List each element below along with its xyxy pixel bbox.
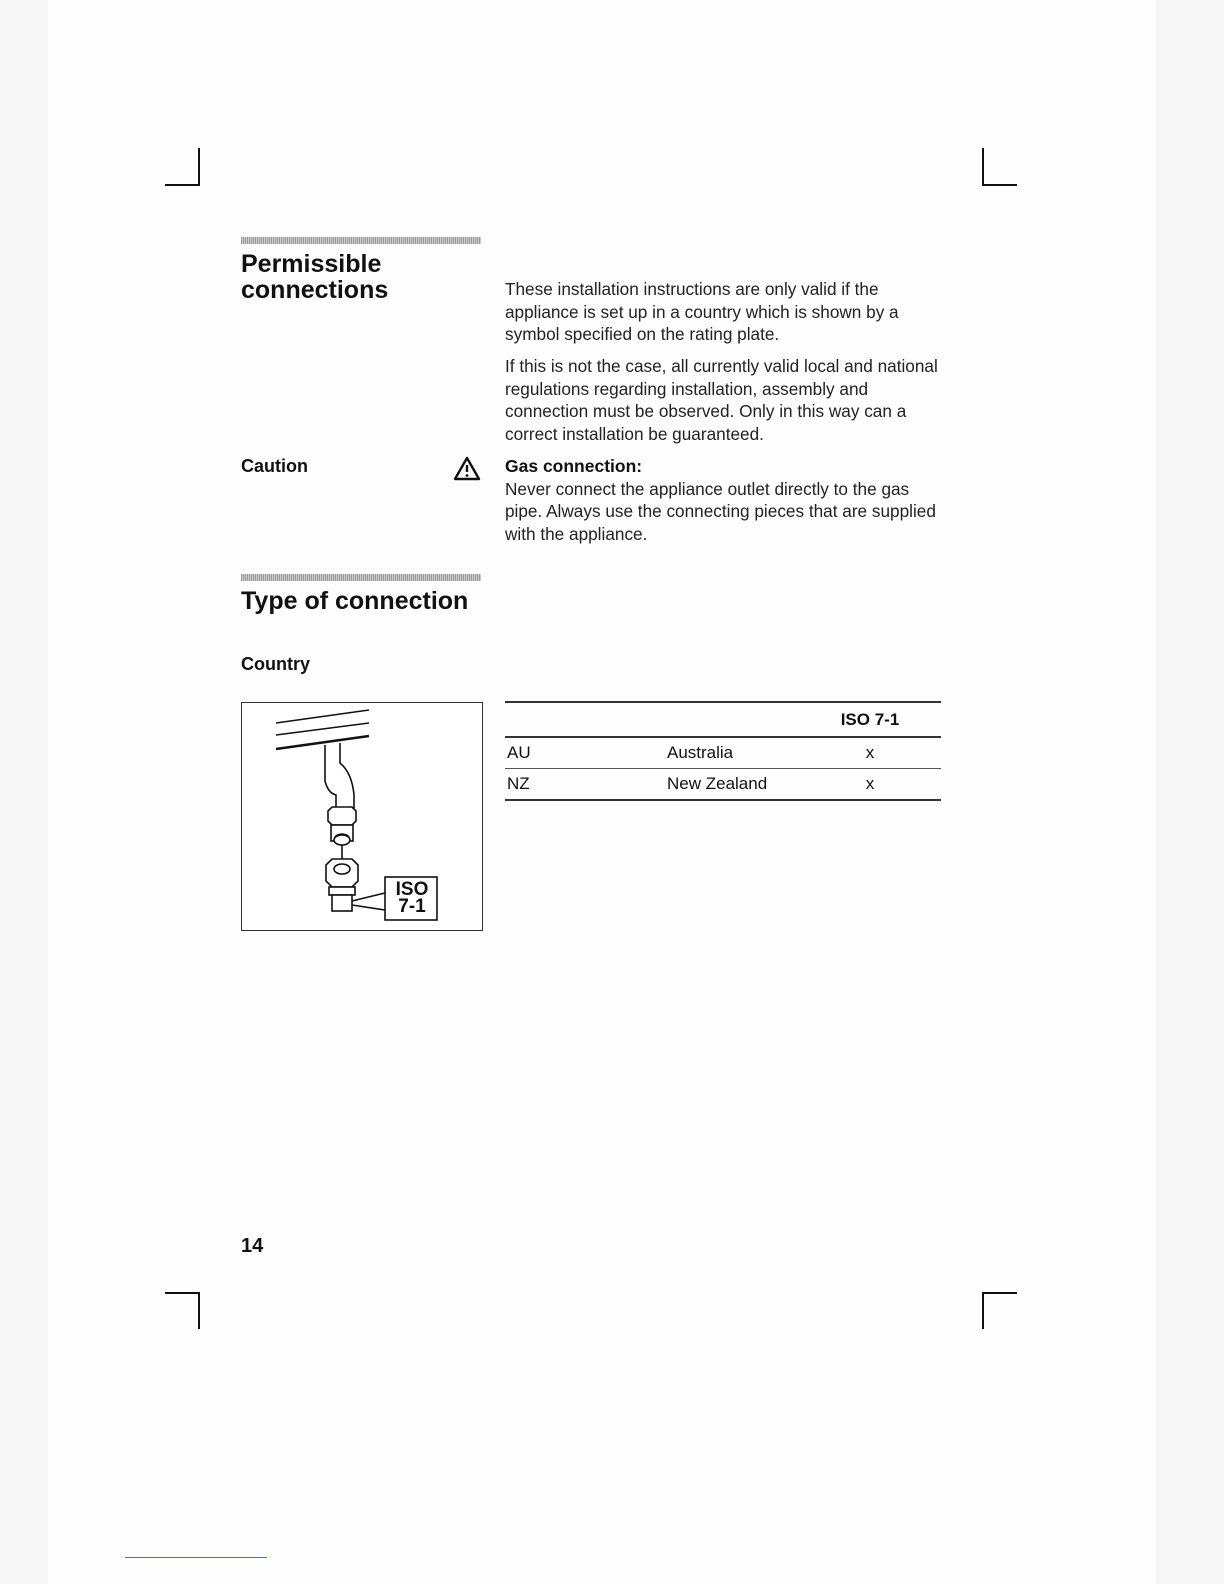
header-cell	[657, 701, 799, 738]
callout-line: ISO	[395, 879, 429, 900]
header-cell: ISO 7-1	[799, 701, 941, 738]
title-line: connections	[241, 276, 389, 304]
iso-mark: x	[799, 738, 941, 769]
crop-mark	[165, 1292, 200, 1329]
iso-callout	[385, 881, 439, 915]
caution-text: Never connect the appliance outlet directly to the gas pipe. Always use the connecting pieces that are supplied with the appliance.	[505, 478, 936, 544]
section-title: Type of connection	[241, 587, 469, 615]
section-rule	[241, 574, 481, 581]
divider	[125, 1557, 267, 1558]
connection-figure	[241, 702, 483, 931]
crop-mark	[165, 148, 200, 186]
page-number: 14	[241, 1235, 264, 1257]
crop-mark	[982, 148, 1017, 186]
country-code: NZ	[505, 769, 657, 801]
section-rule	[241, 237, 481, 244]
table-row	[505, 738, 941, 769]
intro-paragraph: These installation instructions are only valid if the appliance is set up in a country which is shown by a symbol specified on the rating plate.	[505, 279, 899, 344]
table-header	[505, 701, 941, 738]
warning-triangle-icon	[453, 456, 481, 481]
header-cell	[505, 701, 657, 738]
country-label: Country	[241, 654, 310, 674]
country-code: AU	[505, 738, 657, 769]
caution-block	[505, 455, 945, 545]
table-row	[505, 769, 941, 801]
country-name: Australia	[657, 738, 799, 769]
connection-table	[505, 701, 941, 801]
section-title	[241, 251, 388, 303]
caution-heading: Gas connection:	[505, 456, 643, 476]
caution-label: Caution	[241, 456, 308, 476]
title-line: Permissible	[241, 250, 382, 278]
pipe-fitting-illustration	[242, 703, 482, 930]
callout-line: 7-1	[398, 896, 426, 917]
country-name: New Zealand	[657, 769, 799, 801]
iso-mark: x	[799, 769, 941, 801]
regulations-paragraph: If this is not the case, all currently valid local and national regulations regarding installation, assembly and connection must be observed. Only in this way can a correct installation be guaranteed.	[505, 356, 938, 444]
crop-mark	[982, 1292, 1017, 1329]
